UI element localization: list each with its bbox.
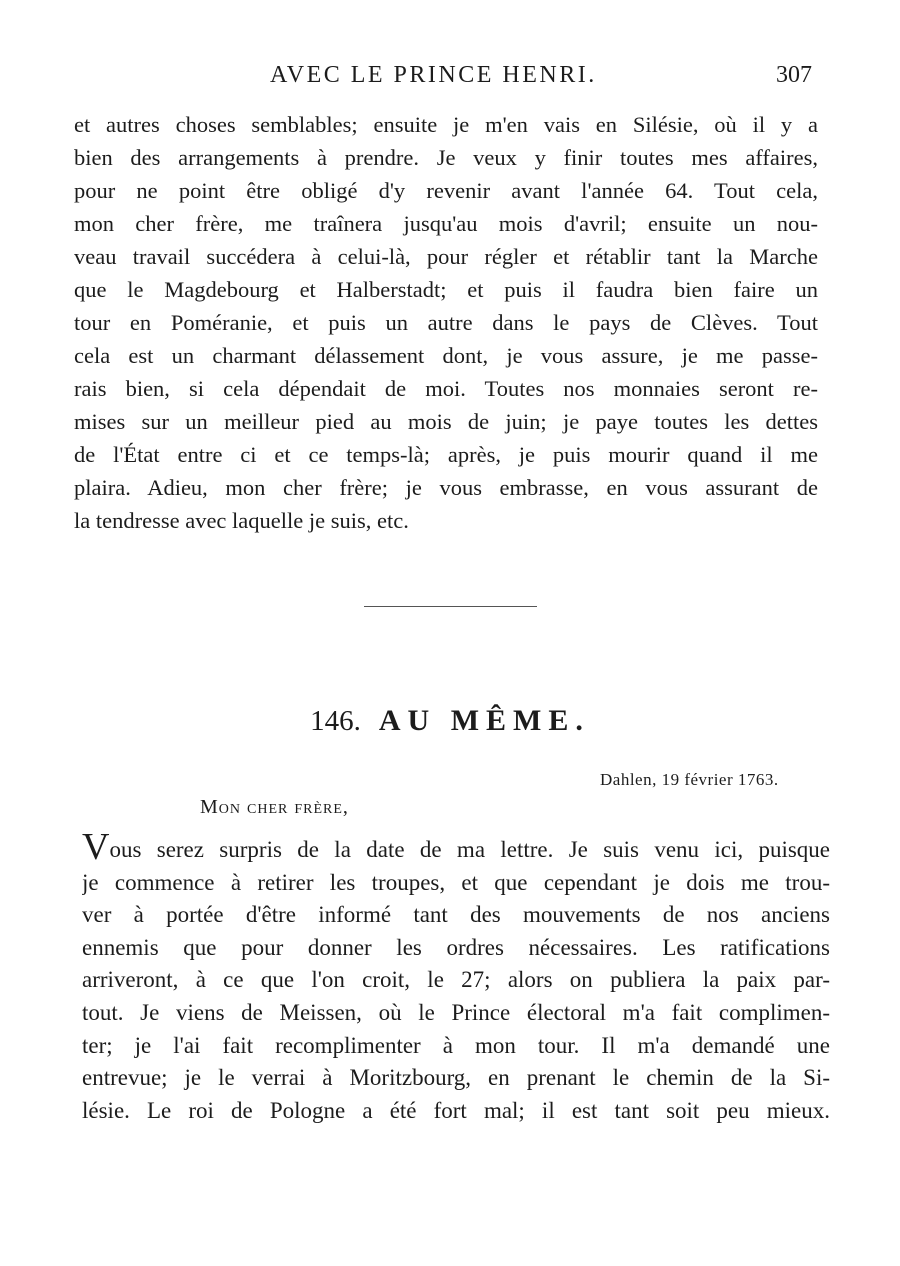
text-line: ter; je l'ai fait recomplimenter à mon tour. Il m'a demandé une	[82, 1032, 830, 1058]
text-line: ver à portée d'être informé tant des mouvements de nos anciens	[82, 902, 830, 928]
text-line: mises sur un meilleur pied au mois de juin; je paye toutes les dettes	[74, 409, 818, 434]
text-line-first	[82, 834, 830, 867]
text-line: cela est un charmant délassement dont, je vous assure, je me passe-	[74, 343, 818, 368]
text-line: veau travail succédera à celui-là, pour régler et rétablir tant la Marche	[74, 244, 818, 269]
text-line: et autres choses semblables; ensuite je m'en vais en Silésie, où il y a	[74, 112, 818, 137]
letter-dateline: Dahlen, 19 février 1763.	[600, 770, 779, 789]
text-line: pour ne point être obligé d'y revenir avant l'année 64. Tout cela,	[74, 178, 818, 203]
text-line: ennemis que pour donner les ordres nécessaires. Les ratifications	[82, 934, 830, 960]
text-line: rais bien, si cela dépendait de moi. Toutes nos monnaies seront re-	[74, 376, 818, 401]
text-line: de l'État entre ci et ce temps-là; après, je puis mourir quand il me	[74, 442, 818, 467]
text-line: plaira. Adieu, mon cher frère; je vous embrasse, en vous assurant de	[74, 475, 818, 500]
text-line: je commence à retirer les troupes, et que cependant je dois me trou-	[82, 869, 830, 895]
text-line: tout. Je viens de Meissen, où le Prince électoral m'a fait complimen-	[82, 999, 830, 1025]
page-number: 307	[776, 62, 812, 88]
letter-heading	[0, 704, 900, 750]
running-title: AVEC LE PRINCE HENRI.	[270, 62, 597, 88]
first-line-text: ous serez surpris de la date de ma lettre. Je suis venu ici, puisque	[109, 837, 830, 862]
continued-letter-text	[74, 108, 818, 537]
letter-body	[82, 834, 830, 1127]
text-line: tour en Poméranie, et puis un autre dans le pays de Clèves. Tout	[74, 310, 818, 335]
letter-number: 146.	[310, 705, 361, 737]
text-line: entrevue; je le verrai à Moritzbourg, en prenant le chemin de la Si-	[82, 1065, 830, 1091]
letter-salutation: Mon cher frère,	[200, 796, 349, 818]
section-divider	[364, 606, 537, 607]
text-line: la tendresse avec laquelle je suis, etc.	[74, 508, 409, 533]
text-line: mon cher frère, me traînera jusqu'au mois d'avril; ensuite un nou-	[74, 211, 818, 236]
drop-cap: V	[82, 834, 110, 867]
running-head	[0, 62, 900, 96]
text-line: lésie. Le roi de Pologne a été fort mal; il est tant soit peu mieux.	[82, 1097, 830, 1123]
text-line: que le Magdebourg et Halberstadt; et puis il faudra bien faire un	[74, 277, 818, 302]
text-line: arriveront, à ce que l'on croit, le 27; alors on publiera la paix par-	[82, 967, 830, 993]
letter-title: AU MÊME.	[378, 704, 590, 737]
text-line: bien des arrangements à prendre. Je veux y finir toutes mes affaires,	[74, 145, 818, 170]
